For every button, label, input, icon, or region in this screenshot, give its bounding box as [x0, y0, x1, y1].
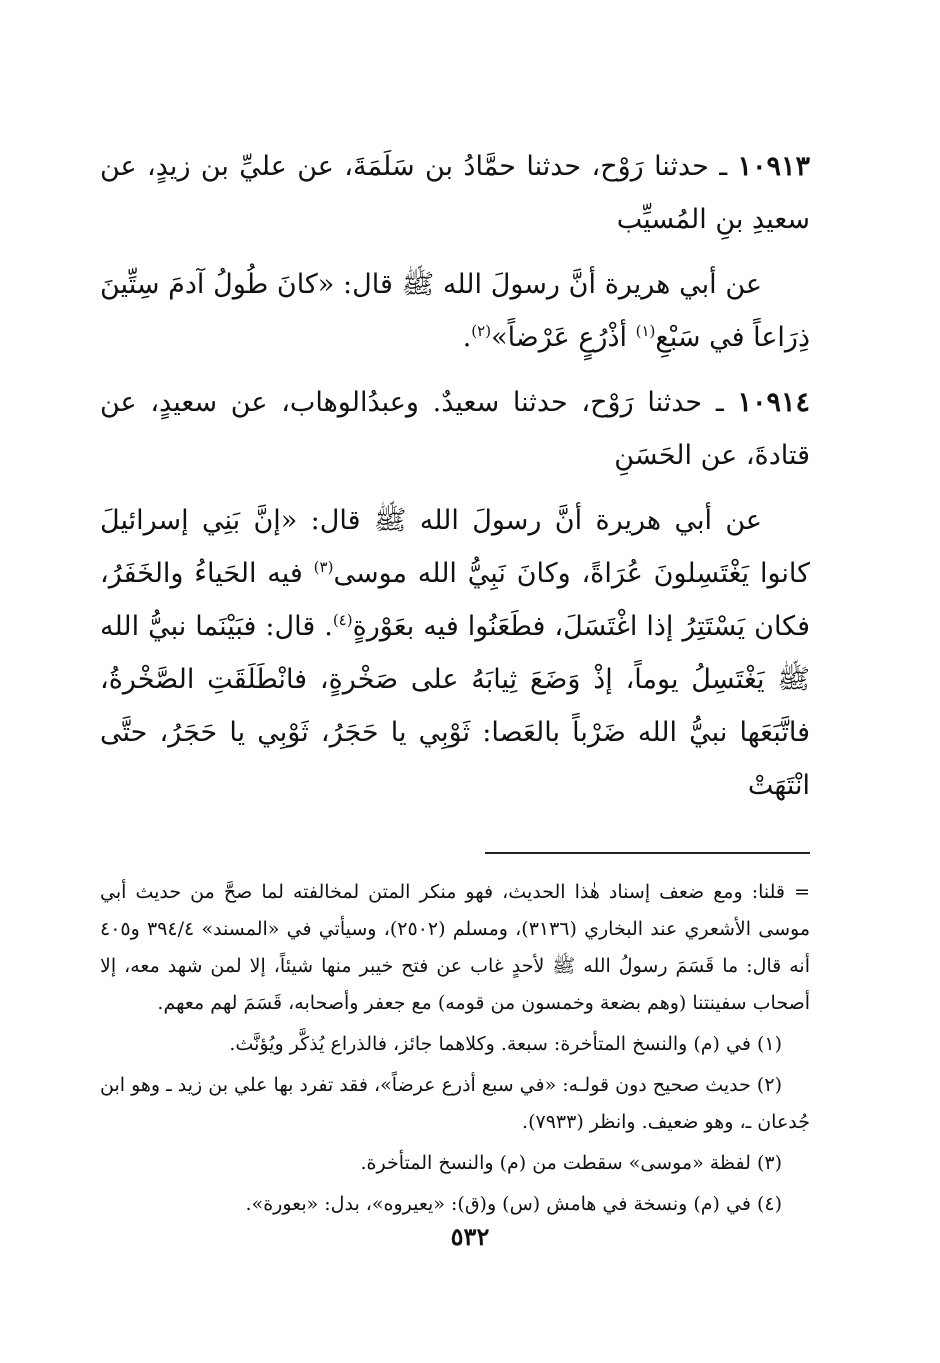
matn-text: عن أبي هريرة أنَّ رسولَ الله ﷺ قال: «إنَّ بَنِي إسرائيلَ كانوا يَغْتَسِلونَ عُرَاةً، وكانَ نَبِيُّ الله موسى: [100, 505, 810, 589]
hadith-number: ١٠٩١٣: [737, 151, 810, 182]
matn-text: . قال: فبَيْنَما نبيُّ الله ﷺ يَغْتَسِلُ يوماً، إذْ وَضَعَ ثِيابَهُ على صَخْرةٍ، فانْطَلَقَتِ الصَّخْرةُ، فاتَّبَعَها نبيُّ الله ضَرْباً بالعَصا: ثَوْبِي يا حَجَرُ، ثَوْبِي يا حَجَرُ، حتَّى انْتَهَتْ: [100, 611, 810, 801]
footnote-3: (٣) لفظة «موسى» سقطت من (م) والنسخ المتأخرة.: [360, 1152, 782, 1174]
isnad-text: ـ حدثنا رَوْح، حدثنا حمَّادُ بن سَلَمَةَ، عن عليِّ بن زيدٍ، عن سعيدِ بنِ المُسيِّب: [100, 151, 810, 235]
footnote-ref-4[interactable]: (٤): [332, 611, 353, 629]
matn-text: عن أبي هريرة أنَّ رسولَ الله ﷺ قال: «كانَ طُولُ آدمَ سِتِّينَ ذِرَاعاً في سَبْعِ: [100, 269, 810, 353]
footnote-ref-1[interactable]: (١): [635, 322, 656, 340]
footnote-4: (٤) في (م) ونسخة في هامش (س) و(ق): «يعيروه»، بدل: «بعورة».: [245, 1193, 782, 1215]
matn-end: .: [462, 322, 472, 353]
hadith-number: ١٠٩١٤: [737, 387, 810, 418]
hadith-10913-matn: [100, 258, 810, 364]
matn-text: أذْرُعٍ عَرْضاً»: [491, 322, 636, 353]
footnote-1: (١) في (م) والنسخ المتأخرة: سبعة. وكلاهما جائز، فالذراع يُذكَّر ويُؤنَّث.: [229, 1033, 782, 1055]
footnotes: [100, 874, 810, 1223]
hadith-10914-isnad: [100, 376, 810, 482]
isnad-text: ـ حدثنا رَوْح، حدثنا سعيدٌ. وعبدُالوهاب، عن سعيدٍ، عن قتادةَ، عن الحَسَنِ: [100, 387, 810, 471]
footnote-ref-2[interactable]: (٢): [471, 322, 492, 340]
footnote-ref-3[interactable]: (٣): [313, 558, 334, 576]
footnote-divider: [485, 852, 810, 854]
hadith-10913-isnad: [100, 140, 810, 246]
hadith-10914-matn: [100, 494, 810, 812]
page-number: ٥٣٢: [450, 1222, 490, 1251]
footnote-continuation: = قلنا: ومع ضعف إسناد هٰذا الحديث، فهو منكر المتن لمخالفته لما صحَّ من حديث أبي موسى الأشعري عند البخاري (٣١٣٦)، ومسلم (٢٥٠٢)، وسيأتي في «المسند» ٣٩٤/٤ و٤٠٥ أنه قال: ما قَسَمَ رسولُ الله ﷺ لأحدٍ غاب عن فتح خيبر منها شيئاً، إلا لمن شهد معه، إلا أصحاب سفينتنا (وهم بضعة وخمسون من قومه) مع جعفر وأصحابه، قَسَمَ لهم معهم.: [100, 881, 811, 1014]
matn-text: فيه الحَياءُ والخَفَرُ، فكان يَسْتَتِرُ إذا اغْتَسَلَ، فطَعَنُوا فيه بعَوْرةٍ: [100, 558, 810, 642]
footnote-2: (٢) حديث صحيح دون قولـه: «في سبع أذرع عرضاً»، فقد تفرد بها علي بن زيد ـ وهو ابن جُدعان ـ، وهو ضعيف. وانظر (٧٩٣٣).: [100, 1074, 810, 1133]
